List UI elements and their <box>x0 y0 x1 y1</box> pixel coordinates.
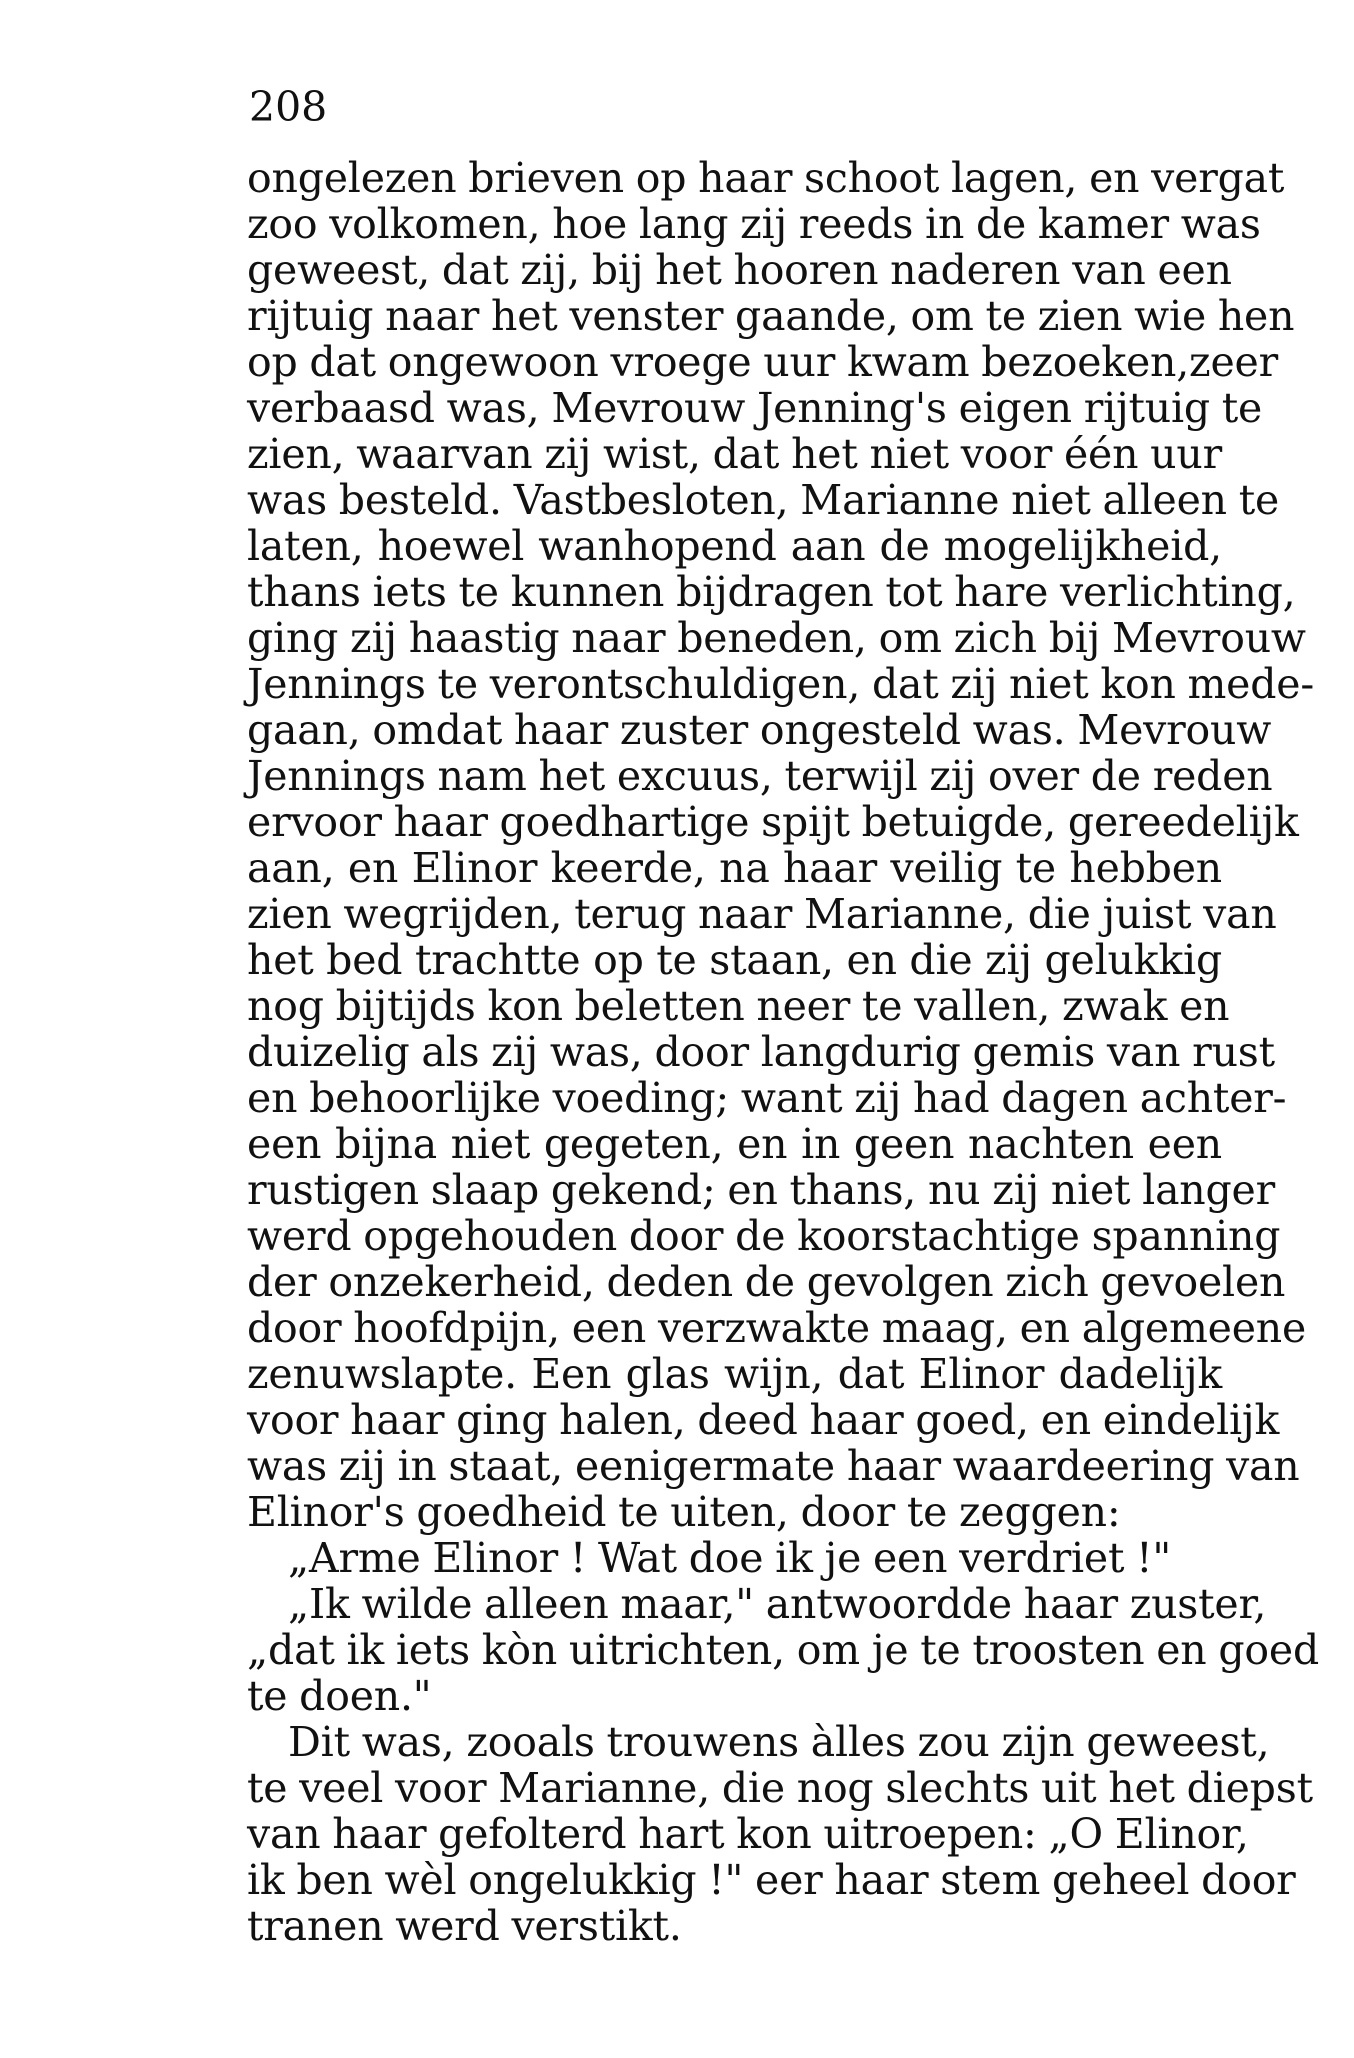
text-line: gaan, omdat haar zuster ongesteld was. Mevrouw <box>247 706 1272 754</box>
text-line: zien wegrijden, terug naar Marianne, die juist van <box>247 890 1277 938</box>
text-line: ging zij haastig naar beneden, om zich bij Mevrouw <box>247 614 1306 662</box>
text-line: „Ik wilde alleen maar," antwoordde haar zuster, <box>288 1580 1267 1628</box>
text-line: Dit was, zooals trouwens àlles zou zijn geweest, <box>288 1718 1270 1766</box>
text-line: thans iets te kunnen bijdragen tot hare verlichting, <box>247 568 1296 616</box>
text-line: „Arme Elinor ! Wat doe ik je een verdriet !" <box>288 1534 1172 1582</box>
text-line: was besteld. Vastbesloten, Marianne niet alleen te <box>247 476 1280 524</box>
text-line: „dat ik iets kòn uitrichten, om je te troosten en goed <box>247 1626 1319 1674</box>
text-line: der onzekerheid, deden de gevolgen zich gevoelen <box>247 1258 1286 1306</box>
text-line: het bed trachtte op te staan, en die zij gelukkig <box>247 936 1222 984</box>
text-line: te doen." <box>247 1672 432 1720</box>
text-line: verbaasd was, Mevrouw Jenning's eigen rijtuig te <box>247 384 1263 432</box>
text-line: laten, hoewel wanhopend aan de mogelijkheid, <box>247 522 1222 570</box>
text-line: Jennings te verontschuldigen, dat zij niet kon mede- <box>247 660 1314 708</box>
text-line: werd opgehouden door de koorstachtige spanning <box>247 1212 1281 1260</box>
text-line: tranen werd verstikt. <box>247 1902 682 1950</box>
text-line: door hoofdpijn, een verzwakte maag, en algemeene <box>247 1304 1307 1352</box>
text-line: duizelig als zij was, door langdurig gemis van rust <box>247 1028 1275 1076</box>
text-line: Elinor's goedheid te uiten, door te zeggen: <box>247 1488 1121 1536</box>
text-line: op dat ongewoon vroege uur kwam bezoeken,zeer <box>247 338 1278 386</box>
text-line: te veel voor Marianne, die nog slechts uit het diepst <box>247 1764 1313 1812</box>
page-number: 208 <box>249 83 328 131</box>
text-line: was zij in staat, eenigermate haar waardeering van <box>247 1442 1300 1490</box>
text-line: rijtuig naar het venster gaande, om te zien wie hen <box>247 292 1295 340</box>
text-line: en behoorlijke voeding; want zij had dagen achter- <box>247 1074 1287 1122</box>
text-line: geweest, dat zij, bij het hooren naderen van een <box>247 246 1232 294</box>
text-line: ik ben wèl ongelukkig !" eer haar stem geheel door <box>247 1856 1296 1904</box>
text-line: ervoor haar goedhartige spijt betuigde, gereedelijk <box>247 798 1299 846</box>
text-line: een bijna niet gegeten, en in geen nachten een <box>247 1120 1222 1168</box>
text-line: zenuwslapte. Een glas wijn, dat Elinor dadelijk <box>247 1350 1222 1398</box>
text-line: van haar gefolterd hart kon uitroepen: „O Elinor, <box>247 1810 1249 1858</box>
text-line: zoo volkomen, hoe lang zij reeds in de kamer was <box>247 200 1261 248</box>
text-line: Jennings nam het excuus, terwijl zij over de reden <box>247 752 1273 800</box>
text-line: ongelezen brieven op haar schoot lagen, en vergat <box>247 154 1285 202</box>
text-line: nog bijtijds kon beletten neer te vallen, zwak en <box>247 982 1230 1030</box>
text-line: aan, en Elinor keerde, na haar veilig te hebben <box>247 844 1222 892</box>
text-line: zien, waarvan zij wist, dat het niet voor één uur <box>247 430 1222 478</box>
text-line: voor haar ging halen, deed haar goed, en eindelijk <box>247 1396 1280 1444</box>
text-line: rustigen slaap gekend; en thans, nu zij niet langer <box>247 1166 1276 1214</box>
